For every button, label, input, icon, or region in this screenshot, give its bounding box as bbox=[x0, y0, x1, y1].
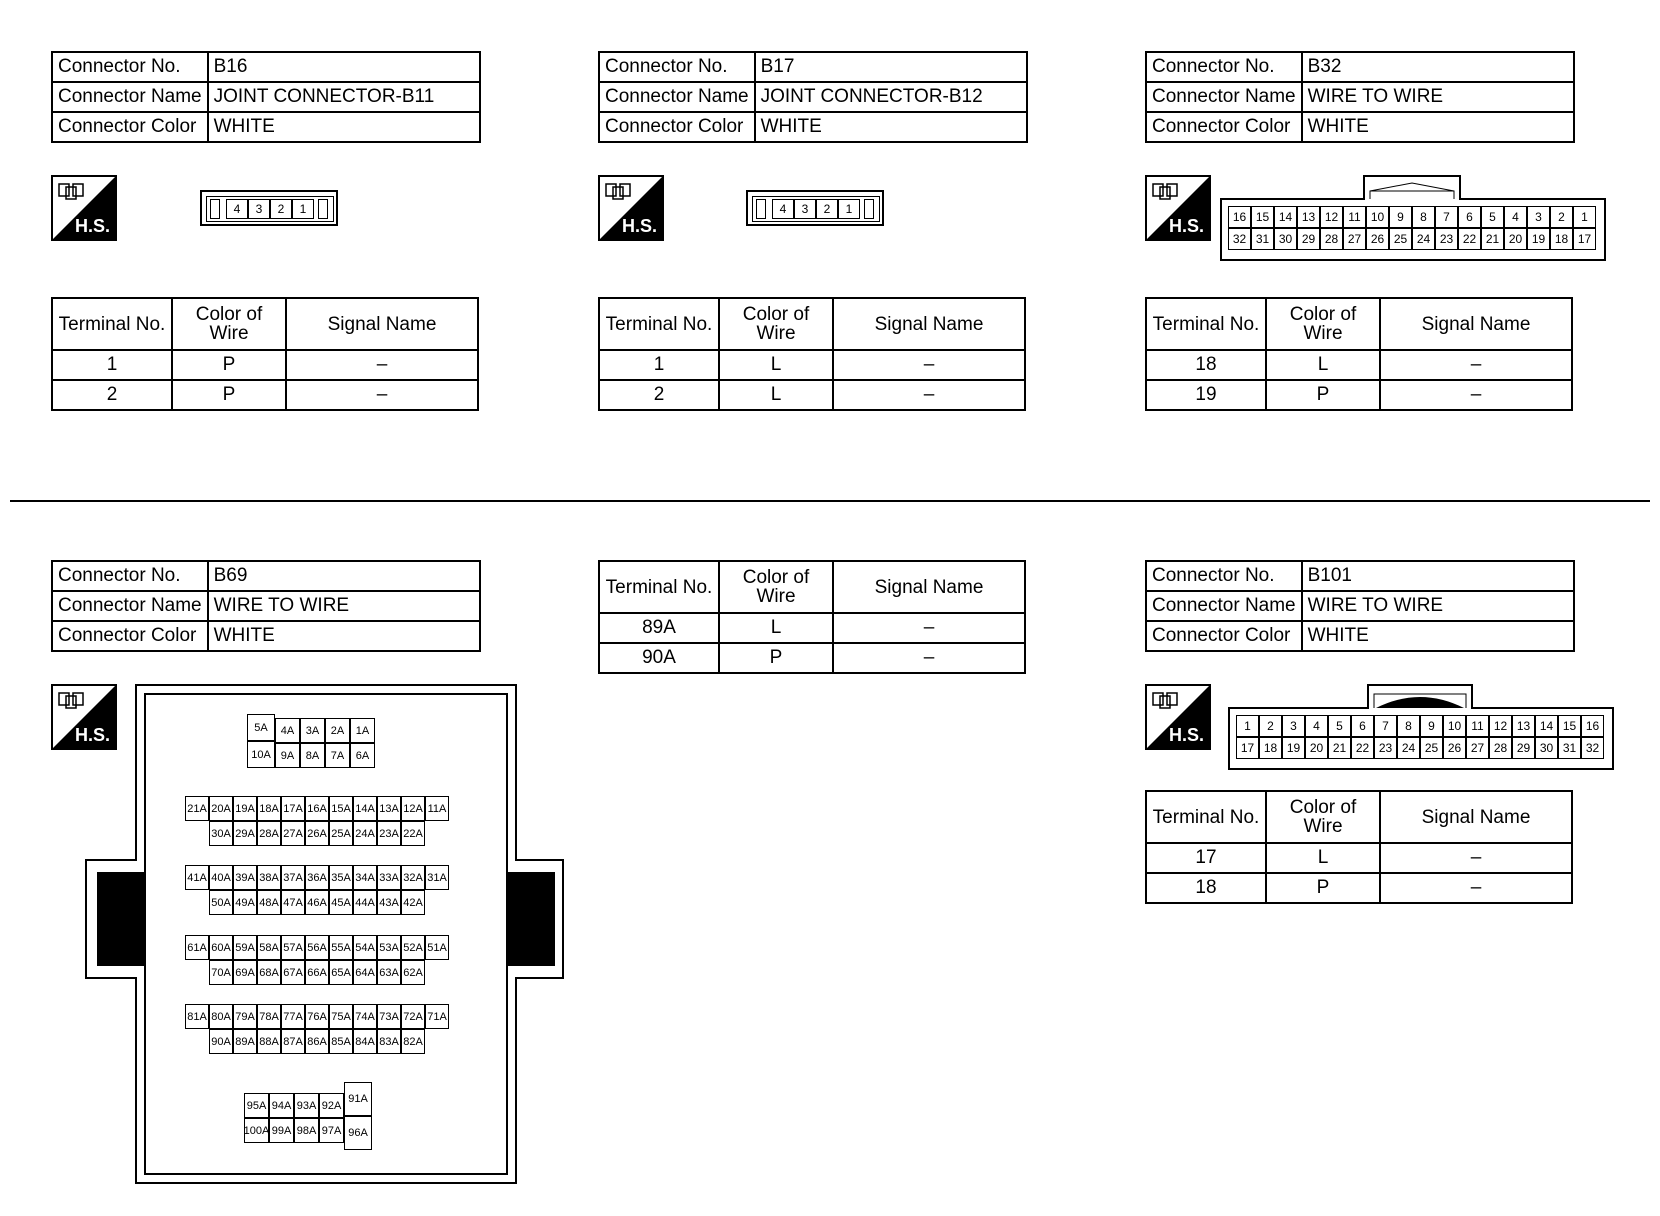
pin: 7 bbox=[1374, 715, 1397, 737]
pin: 85A bbox=[329, 1029, 353, 1054]
pin: 55A bbox=[329, 935, 353, 960]
hs-label: H.S. bbox=[1169, 725, 1205, 745]
hs-harness-side-icon bbox=[1145, 684, 1209, 748]
pin: 29A bbox=[233, 821, 257, 846]
wire-color: L bbox=[1266, 843, 1380, 873]
pin: 3A bbox=[300, 718, 325, 743]
pin: 32 bbox=[1581, 737, 1604, 759]
pin: 86A bbox=[305, 1029, 329, 1054]
pin: 6A bbox=[350, 743, 375, 768]
connector-name-label: Connector Name bbox=[1146, 82, 1302, 112]
pin: 2 bbox=[1550, 206, 1573, 228]
table-row bbox=[1146, 873, 1572, 903]
terminal-no: 2 bbox=[52, 380, 172, 410]
terminal-no: 1 bbox=[599, 350, 719, 380]
wire-color: P bbox=[719, 643, 833, 673]
connector-color-label: Connector Color bbox=[599, 112, 755, 142]
terminal-no: 2 bbox=[599, 380, 719, 410]
connector-name: JOINT CONNECTOR-B12 bbox=[755, 82, 1027, 112]
pin: 8 bbox=[1412, 206, 1435, 228]
terminal-no: 18 bbox=[1146, 350, 1266, 380]
pin: 1 bbox=[1573, 206, 1596, 228]
signal-name: – bbox=[1380, 350, 1572, 380]
pin: 43A bbox=[377, 890, 401, 915]
pin: 3 bbox=[794, 199, 816, 219]
signal-name: – bbox=[833, 613, 1025, 643]
pin: 78A bbox=[257, 1004, 281, 1029]
table-row bbox=[1146, 843, 1572, 873]
table-row bbox=[599, 380, 1025, 410]
hs-label: H.S. bbox=[75, 216, 111, 236]
pin: 10A bbox=[247, 741, 275, 768]
pin: 31 bbox=[1251, 228, 1274, 250]
pin: 69A bbox=[233, 960, 257, 985]
connector-name: WIRE TO WIRE bbox=[208, 591, 480, 621]
pin: 89A bbox=[233, 1029, 257, 1054]
b101-terminal-table bbox=[1145, 790, 1573, 904]
pin: 93A bbox=[294, 1093, 319, 1118]
pin: 5A bbox=[247, 714, 275, 741]
pin: 70A bbox=[209, 960, 233, 985]
pin: 4A bbox=[275, 718, 300, 743]
connector-color-label: Connector Color bbox=[1146, 112, 1302, 142]
pin: 9 bbox=[1420, 715, 1443, 737]
pin: 24 bbox=[1397, 737, 1420, 759]
table-row bbox=[1146, 350, 1572, 380]
header-signal-name: Signal Name bbox=[833, 298, 1025, 350]
table-row bbox=[599, 350, 1025, 380]
pin: 75A bbox=[329, 1004, 353, 1029]
pin: 80A bbox=[209, 1004, 233, 1029]
pin: 47A bbox=[281, 890, 305, 915]
signal-name: – bbox=[833, 643, 1025, 673]
signal-name: – bbox=[1380, 843, 1572, 873]
pin: 71A bbox=[425, 1004, 449, 1029]
pin: 19A bbox=[233, 796, 257, 821]
connector-name-label: Connector Name bbox=[1146, 591, 1302, 621]
pin: 38A bbox=[257, 865, 281, 890]
pin: 98A bbox=[294, 1118, 319, 1143]
signal-name: – bbox=[833, 380, 1025, 410]
pin: 74A bbox=[353, 1004, 377, 1029]
pin: 30A bbox=[209, 821, 233, 846]
pin: 23 bbox=[1374, 737, 1397, 759]
pin: 37A bbox=[281, 865, 305, 890]
pin: 1 bbox=[1236, 715, 1259, 737]
pin: 29 bbox=[1297, 228, 1320, 250]
pin: 18 bbox=[1259, 737, 1282, 759]
pin: 73A bbox=[377, 1004, 401, 1029]
pin: 77A bbox=[281, 1004, 305, 1029]
pin: 11 bbox=[1343, 206, 1366, 228]
pin: 44A bbox=[353, 890, 377, 915]
header-signal-name: Signal Name bbox=[1380, 298, 1572, 350]
table-row bbox=[599, 613, 1025, 643]
wire-color: L bbox=[719, 613, 833, 643]
pin: 18A bbox=[257, 796, 281, 821]
header-terminal-no: Terminal No. bbox=[599, 561, 719, 613]
pin: 15A bbox=[329, 796, 353, 821]
b32-terminal-table bbox=[1145, 297, 1573, 411]
pin: 46A bbox=[305, 890, 329, 915]
pin: 97A bbox=[319, 1118, 344, 1143]
pin: 18 bbox=[1550, 228, 1573, 250]
pin: 66A bbox=[305, 960, 329, 985]
b32-connector-face bbox=[1220, 175, 1606, 261]
connector-name-label: Connector Name bbox=[52, 82, 208, 112]
connector-no: B16 bbox=[208, 52, 480, 82]
b16-terminal-table bbox=[51, 297, 479, 411]
connector-color: WHITE bbox=[1302, 621, 1574, 651]
pin: 50A bbox=[209, 890, 233, 915]
pin: 9 bbox=[1389, 206, 1412, 228]
pin: 87A bbox=[281, 1029, 305, 1054]
terminal-no: 17 bbox=[1146, 843, 1266, 873]
pin: 88A bbox=[257, 1029, 281, 1054]
pin: 3 bbox=[1527, 206, 1550, 228]
pin: 6 bbox=[1458, 206, 1481, 228]
hs-harness-side-icon bbox=[51, 175, 115, 239]
pin: 83A bbox=[377, 1029, 401, 1054]
hs-harness-side-icon bbox=[598, 175, 662, 239]
header-color-of-wire: Color of Wire bbox=[719, 298, 833, 350]
pin: 12A bbox=[401, 796, 425, 821]
pin: 45A bbox=[329, 890, 353, 915]
pin: 94A bbox=[269, 1093, 294, 1118]
pin: 16 bbox=[1581, 715, 1604, 737]
pin: 4 bbox=[1305, 715, 1328, 737]
pin: 54A bbox=[353, 935, 377, 960]
connector-no-label: Connector No. bbox=[1146, 561, 1302, 591]
pin: 8A bbox=[300, 743, 325, 768]
connector-color: WHITE bbox=[755, 112, 1027, 142]
connector-name: WIRE TO WIRE bbox=[1302, 591, 1574, 621]
pin: 42A bbox=[401, 890, 425, 915]
signal-name: – bbox=[833, 350, 1025, 380]
pin: 81A bbox=[185, 1004, 209, 1029]
signal-name: – bbox=[1380, 873, 1572, 903]
pin: 12 bbox=[1320, 206, 1343, 228]
header-terminal-no: Terminal No. bbox=[52, 298, 172, 350]
connector-name-label: Connector Name bbox=[599, 82, 755, 112]
pin: 34A bbox=[353, 865, 377, 890]
pin: 63A bbox=[377, 960, 401, 985]
pin: 48A bbox=[257, 890, 281, 915]
connector-no: B101 bbox=[1302, 561, 1574, 591]
pin: 76A bbox=[305, 1004, 329, 1029]
wire-color: L bbox=[719, 380, 833, 410]
pin: 30 bbox=[1274, 228, 1297, 250]
connector-no-label: Connector No. bbox=[1146, 52, 1302, 82]
section-divider bbox=[10, 500, 1650, 502]
b32-info-table bbox=[1145, 51, 1575, 143]
pin: 11A bbox=[425, 796, 449, 821]
pin: 15 bbox=[1558, 715, 1581, 737]
pin: 19 bbox=[1527, 228, 1550, 250]
pin: 62A bbox=[401, 960, 425, 985]
pin: 22 bbox=[1351, 737, 1374, 759]
pin: 20 bbox=[1305, 737, 1328, 759]
connector-color-label: Connector Color bbox=[52, 621, 208, 651]
pin: 7 bbox=[1435, 206, 1458, 228]
connector-latch bbox=[318, 199, 328, 219]
pin: 28 bbox=[1489, 737, 1512, 759]
pin: 15 bbox=[1251, 206, 1274, 228]
pin: 31 bbox=[1558, 737, 1581, 759]
pin: 16A bbox=[305, 796, 329, 821]
pin: 2 bbox=[1259, 715, 1282, 737]
pin: 5 bbox=[1481, 206, 1504, 228]
hs-label: H.S. bbox=[75, 725, 111, 745]
table-row bbox=[1146, 380, 1572, 410]
pin: 13 bbox=[1297, 206, 1320, 228]
pin: 82A bbox=[401, 1029, 425, 1054]
pin: 1 bbox=[838, 199, 860, 219]
signal-name: – bbox=[286, 380, 478, 410]
connector-no: B69 bbox=[208, 561, 480, 591]
pin: 1A bbox=[350, 718, 375, 743]
wire-color: P bbox=[172, 380, 286, 410]
pin: 26 bbox=[1443, 737, 1466, 759]
pin: 13 bbox=[1512, 715, 1535, 737]
pin: 36A bbox=[305, 865, 329, 890]
terminal-no: 18 bbox=[1146, 873, 1266, 903]
terminal-no: 19 bbox=[1146, 380, 1266, 410]
b17-connector-face bbox=[746, 190, 884, 226]
b101-info-table bbox=[1145, 560, 1575, 652]
signal-name: – bbox=[1380, 380, 1572, 410]
b17-terminal-table bbox=[598, 297, 1026, 411]
wire-color: P bbox=[1266, 380, 1380, 410]
pin: 8 bbox=[1397, 715, 1420, 737]
pin: 57A bbox=[281, 935, 305, 960]
b69-pin-grid bbox=[85, 684, 565, 1184]
pin: 25 bbox=[1420, 737, 1443, 759]
pin: 20 bbox=[1504, 228, 1527, 250]
pin: 17 bbox=[1236, 737, 1259, 759]
terminal-no: 89A bbox=[599, 613, 719, 643]
header-color-of-wire: Color of Wire bbox=[719, 561, 833, 613]
signal-name: – bbox=[286, 350, 478, 380]
connector-no-label: Connector No. bbox=[599, 52, 755, 82]
pin: 24A bbox=[353, 821, 377, 846]
b69-info-table bbox=[51, 560, 481, 652]
pin: 84A bbox=[353, 1029, 377, 1054]
hs-harness-side-icon bbox=[1145, 175, 1209, 239]
pin: 3 bbox=[248, 199, 270, 219]
pin: 53A bbox=[377, 935, 401, 960]
pin: 25 bbox=[1389, 228, 1412, 250]
b101-connector-face bbox=[1228, 684, 1614, 770]
connector-latch bbox=[756, 199, 766, 219]
connector-color: WHITE bbox=[1302, 112, 1574, 142]
b17-info-table bbox=[598, 51, 1028, 143]
pin: 40A bbox=[209, 865, 233, 890]
pin: 11 bbox=[1466, 715, 1489, 737]
terminal-no: 1 bbox=[52, 350, 172, 380]
connector-no-label: Connector No. bbox=[52, 52, 208, 82]
header-color-of-wire: Color of Wire bbox=[1266, 791, 1380, 843]
pin: 99A bbox=[269, 1118, 294, 1143]
pin: 52A bbox=[401, 935, 425, 960]
pin: 5 bbox=[1328, 715, 1351, 737]
connector-latch bbox=[210, 199, 220, 219]
pin: 100A bbox=[244, 1118, 269, 1143]
connector-name-label: Connector Name bbox=[52, 591, 208, 621]
header-terminal-no: Terminal No. bbox=[599, 298, 719, 350]
pin: 41A bbox=[185, 865, 209, 890]
pin: 27 bbox=[1466, 737, 1489, 759]
pin: 17A bbox=[281, 796, 305, 821]
pin: 2A bbox=[325, 718, 350, 743]
pin: 79A bbox=[233, 1004, 257, 1029]
pin: 19 bbox=[1282, 737, 1305, 759]
hs-label: H.S. bbox=[1169, 216, 1205, 236]
connector-color-label: Connector Color bbox=[1146, 621, 1302, 651]
wire-color: P bbox=[172, 350, 286, 380]
table-row bbox=[599, 643, 1025, 673]
pin: 14 bbox=[1535, 715, 1558, 737]
pin: 12 bbox=[1489, 715, 1512, 737]
pin: 4 bbox=[226, 199, 248, 219]
header-signal-name: Signal Name bbox=[286, 298, 478, 350]
pin: 91A bbox=[344, 1082, 372, 1116]
pin: 60A bbox=[209, 935, 233, 960]
pin: 16 bbox=[1228, 206, 1251, 228]
pin: 32 bbox=[1228, 228, 1251, 250]
connector-color-label: Connector Color bbox=[52, 112, 208, 142]
table-row bbox=[52, 380, 478, 410]
pin: 30 bbox=[1535, 737, 1558, 759]
pin: 17 bbox=[1573, 228, 1596, 250]
pin: 10 bbox=[1366, 206, 1389, 228]
pin: 23A bbox=[377, 821, 401, 846]
pin: 96A bbox=[344, 1116, 372, 1150]
pin: 2 bbox=[816, 199, 838, 219]
pin: 95A bbox=[244, 1093, 269, 1118]
pin: 51A bbox=[425, 935, 449, 960]
connector-no: B32 bbox=[1302, 52, 1574, 82]
connector-color: WHITE bbox=[208, 621, 480, 651]
pin: 61A bbox=[185, 935, 209, 960]
pin: 1 bbox=[292, 199, 314, 219]
pin: 28A bbox=[257, 821, 281, 846]
b16-info-table bbox=[51, 51, 481, 143]
pin: 35A bbox=[329, 865, 353, 890]
pin: 65A bbox=[329, 960, 353, 985]
pin: 14 bbox=[1274, 206, 1297, 228]
connector-no: B17 bbox=[755, 52, 1027, 82]
wire-color: L bbox=[719, 350, 833, 380]
connector-latch bbox=[864, 199, 874, 219]
header-terminal-no: Terminal No. bbox=[1146, 791, 1266, 843]
connector-color: WHITE bbox=[208, 112, 480, 142]
pin: 21 bbox=[1328, 737, 1351, 759]
pin: 64A bbox=[353, 960, 377, 985]
pin: 67A bbox=[281, 960, 305, 985]
pin: 13A bbox=[377, 796, 401, 821]
pin: 24 bbox=[1412, 228, 1435, 250]
connector-no-label: Connector No. bbox=[52, 561, 208, 591]
pin: 56A bbox=[305, 935, 329, 960]
pin: 22A bbox=[401, 821, 425, 846]
pin: 7A bbox=[325, 743, 350, 768]
pin: 72A bbox=[401, 1004, 425, 1029]
header-color-of-wire: Color of Wire bbox=[1266, 298, 1380, 350]
pin: 2 bbox=[270, 199, 292, 219]
pin: 4 bbox=[1504, 206, 1527, 228]
hs-label: H.S. bbox=[622, 216, 658, 236]
pin: 29 bbox=[1512, 737, 1535, 759]
header-signal-name: Signal Name bbox=[1380, 791, 1572, 843]
wire-color: L bbox=[1266, 350, 1380, 380]
pin: 20A bbox=[209, 796, 233, 821]
pin: 10 bbox=[1443, 715, 1466, 737]
pin: 90A bbox=[209, 1029, 233, 1054]
pin: 27A bbox=[281, 821, 305, 846]
pin: 33A bbox=[377, 865, 401, 890]
pin: 39A bbox=[233, 865, 257, 890]
pin: 23 bbox=[1435, 228, 1458, 250]
b69-connector-face bbox=[85, 684, 565, 1184]
table-row bbox=[52, 350, 478, 380]
pin: 31A bbox=[425, 865, 449, 890]
pin: 58A bbox=[257, 935, 281, 960]
connector-name: JOINT CONNECTOR-B11 bbox=[208, 82, 480, 112]
pin: 3 bbox=[1282, 715, 1305, 737]
pin: 59A bbox=[233, 935, 257, 960]
b16-connector-face bbox=[200, 190, 338, 226]
header-terminal-no: Terminal No. bbox=[1146, 298, 1266, 350]
pin: 4 bbox=[772, 199, 794, 219]
pin: 21A bbox=[185, 796, 209, 821]
pin: 9A bbox=[275, 743, 300, 768]
pin: 49A bbox=[233, 890, 257, 915]
pin: 28 bbox=[1320, 228, 1343, 250]
pin: 27 bbox=[1343, 228, 1366, 250]
pin: 22 bbox=[1458, 228, 1481, 250]
terminal-no: 90A bbox=[599, 643, 719, 673]
header-signal-name: Signal Name bbox=[833, 561, 1025, 613]
connector-name: WIRE TO WIRE bbox=[1302, 82, 1574, 112]
b69-terminal-table bbox=[598, 560, 1026, 674]
pin: 14A bbox=[353, 796, 377, 821]
pin: 6 bbox=[1351, 715, 1374, 737]
pin: 26A bbox=[305, 821, 329, 846]
pin: 32A bbox=[401, 865, 425, 890]
pin: 68A bbox=[257, 960, 281, 985]
pin: 26 bbox=[1366, 228, 1389, 250]
pin: 25A bbox=[329, 821, 353, 846]
wire-color: P bbox=[1266, 873, 1380, 903]
header-color-of-wire: Color of Wire bbox=[172, 298, 286, 350]
pin: 92A bbox=[319, 1093, 344, 1118]
pin: 21 bbox=[1481, 228, 1504, 250]
